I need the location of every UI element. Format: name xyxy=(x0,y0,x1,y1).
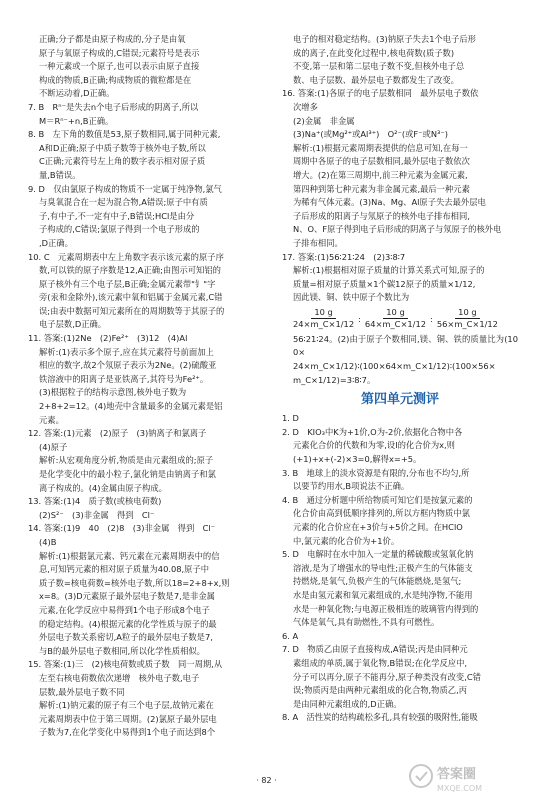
text-line: 解析:从宏观角度分析,物质是由元素组成的;原子 xyxy=(39,455,214,466)
text-line: (4)原子 xyxy=(39,441,68,452)
text-line: 子后形成的阳离子与氖原子的核外电子排布相同, xyxy=(293,210,470,221)
text-line: 原子与氧原子构成的,C错误;元素符号是表示 xyxy=(39,47,200,58)
text-line: 质量=相对原子质量×1个碳12原子的质量×1/12, xyxy=(293,278,476,289)
fraction-b xyxy=(365,307,426,330)
text-line: (3)Na⁺(或Mg²⁺或Al³⁺) O²⁻(或F⁻或N³⁻) xyxy=(293,129,448,140)
text-line: 不变,第一层和第二层电子数不变,但核外电子总 xyxy=(293,61,465,72)
text-line: 子,有中子,不一定有中子,B错误;HCl是由分 xyxy=(39,210,195,221)
text-line: 层数,最外层电子数不同 xyxy=(39,686,125,697)
text-line: 是由同种元素组成的,D正确。 xyxy=(293,698,402,709)
text-line: 铁溶液中的阳离子是亚铁离子,其符号为Fe²⁺。 xyxy=(39,373,209,384)
text-line: 10. C 元素周期表中左上角数字表示该元素的原子序 xyxy=(28,251,224,262)
right-column-mid xyxy=(282,333,518,387)
text-line: 16. 答案:(1)各原子的电子层数相同 最外层电子数依 xyxy=(282,88,479,99)
text-line: 化合价由高到低顺序排列的,所以方框内物质中氯 xyxy=(293,508,470,519)
text-line: 与臭氧混合在一起为混合物,A错误;原子中有质 xyxy=(39,197,208,208)
text-line: A和D正确;原子中质子数等于核外电子数,所以 xyxy=(39,142,206,153)
text-line: 以要节约用水,B项说法不正确。 xyxy=(293,481,410,492)
text-line: 气体是氧气,具有助燃性,不具有可燃性。 xyxy=(293,617,440,628)
right-column-top xyxy=(282,33,518,305)
text-line: 1. D xyxy=(282,413,299,424)
text-line: 误;由表中数据可知元素所在的周期数等于其原子的 xyxy=(39,305,225,316)
text-line: 解析:(1)钠元素的原子有三个电子层,故钠元素在 xyxy=(39,700,214,711)
text-line: 8. A 活性炭的结构疏松多孔,具有较强的吸附性,能吸 xyxy=(282,712,478,723)
text-line: 量,B错误。 xyxy=(39,169,81,180)
text-line: 56∶21∶24。(2)由于原子个数相同,镁、铜、铁的质量比为(100× xyxy=(293,333,518,358)
left-column xyxy=(28,33,264,740)
text-line: 元素的化合价应在+3价与+5价之间。在HClO xyxy=(293,522,463,532)
fraction-c xyxy=(437,307,498,330)
text-line: 6. A xyxy=(282,630,299,641)
text-line: 原子核外有三个电子层,B正确;金属元素带"钅"字 xyxy=(39,278,216,289)
text-line: 元素周期表中位于第三周期。(2)氯原子最外层电 xyxy=(39,713,217,724)
text-line: 9. D 仅由氯原子构成的物质不一定属于纯净物,氯气 xyxy=(28,183,222,194)
text-line: 不断运动着,D正确。 xyxy=(39,88,115,99)
text-line: 因此镁、铜、铁中原子个数比为 xyxy=(293,292,410,303)
text-line: 元素化合价的代数和为零,设I的化合价为x,则 xyxy=(293,440,455,451)
text-line: C正确;元素符号左上角的数字表示相对原子质 xyxy=(39,156,206,167)
text-line: 素组成的单质,属于氧化物,B错误;在化学反应中, xyxy=(293,657,468,668)
fraction-c-numerator: 10 g xyxy=(455,307,479,319)
text-line: 的稳定结构。(4)根据元素的化学性质与原子的最 xyxy=(39,618,217,629)
text-line: 12. 答案:(1)元素 (2)原子 (3)钠离子和氯离子 xyxy=(28,428,207,439)
text-line: 正确;分子都是由原子构成的,分子是由氧 xyxy=(39,34,186,44)
watermark-text: 答案圈 xyxy=(437,767,477,782)
text-line: 中,氯元素的化合价为+1价。 xyxy=(293,535,400,546)
text-line: 左至右核电荷数依次递增 核外电子数,电子 xyxy=(39,672,200,683)
text-line: (4)B xyxy=(39,536,57,547)
text-line: 15. 答案:(1)三 (2)核电荷数或质子数 同一周期,从 xyxy=(28,659,223,670)
text-line: 子构成的,C错误;氯原子得到一个电子形成的 xyxy=(39,224,200,235)
text-line: 旁(汞和金除外),该元素中氧和铝属于金属元素,C错 xyxy=(39,292,223,303)
text-line: 解析:(1)根据元素周期表提供的信息可知,在每一 xyxy=(293,142,468,153)
text-line: 水是由氢元素和氧元素组成的,水是纯净物,不能用 xyxy=(293,589,473,600)
text-line: 数、电子层数、最外层电子数都发生了改变。 xyxy=(293,74,459,85)
text-line: ,D正确。 xyxy=(39,237,73,248)
text-line: 14. 答案:(1)9 40 (2)8 (3)非金属 得到 Cl⁻ xyxy=(28,523,216,534)
text-line: 相应的数字,故2个氖原子表示为2Ne。(2)硫酸亚 xyxy=(39,360,217,371)
text-line: 外层电子数关系密切,A粒子的最外层电子数是7, xyxy=(39,632,213,643)
text-line: 电子的相对稳定结构。(3)钠原子失去1个电子后形 xyxy=(293,34,476,44)
text-line: 水是一种氧化物;与电源正极相连的玻璃管内得到的 xyxy=(293,603,479,614)
text-line: 元素,在化学反应中易得到1个电子形成8个电子 xyxy=(39,604,210,615)
fraction-separator: : xyxy=(430,313,433,324)
text-line: 第四种到第七种元素为非金属元素,最后一种元素 xyxy=(293,183,470,194)
text-line: 7. B Rⁿ⁻是失去n个电子后形成的阴离子,所以 xyxy=(28,101,199,112)
text-line: 2+8+2=12。(4)地壳中含量最多的金属元素是铝 xyxy=(39,401,223,412)
text-line: 元素。 xyxy=(39,414,64,425)
text-line: 离子构成的。(4)金属由原子构成。 xyxy=(39,482,167,493)
text-line: M＝Rⁿ⁻+n,B正确。 xyxy=(39,115,114,126)
text-line: 解析:(1)根据相对原子质量的计算关系式可知,原子的 xyxy=(293,265,485,276)
text-line: 次增多 xyxy=(293,101,318,112)
fraction-a-numerator: 10 g xyxy=(311,307,335,319)
text-line: 子数为7,在化学变化中易得到1个电子而达到8个 xyxy=(39,727,216,738)
text-line: 质子数=核电荷数=核外电子数,所以18=2+8+x,则 xyxy=(39,577,230,588)
fraction-b-denominator: 64×m_C×1/12 xyxy=(364,319,427,330)
text-line: 增大。(2)在第三周期中,前三种元素为金属元素, xyxy=(293,169,468,180)
text-line: 解析:(1)根据氯元素、钙元素在元素周期表中的信 xyxy=(39,550,220,561)
fraction-expression xyxy=(282,305,518,333)
text-line: 周期中各原子的电子层数相同,最外层电子数依次 xyxy=(293,156,470,167)
text-line: 4. B 通过分析题中所给物质可知它们是按氯元素的 xyxy=(282,494,473,505)
watermark-logo xyxy=(407,756,527,796)
text-line: 7. D 物质乙由原子直接构成,A错误;丙是由同种元 xyxy=(282,644,468,655)
text-line: 24×m_C×1/12)∶(100×64×m_C×1/12)∶(100×56× xyxy=(293,361,496,372)
text-line: (+1)+x+(-2)×3=0,解得x=+5。 xyxy=(293,454,422,465)
text-line: 11. 答案:(1)2Ne (2)Fe²⁺ (3)12 (4)Al xyxy=(28,333,188,344)
fraction-a-denominator: 24×m_C×1/12 xyxy=(293,319,355,330)
fraction-a xyxy=(293,307,354,330)
text-line: 一种元素或一个原子,也可以表示由原子直接 xyxy=(39,61,200,72)
watermark-url: MXQE.COM xyxy=(437,784,483,793)
text-line: 17. 答案:(1)56∶21∶24 (2)3∶8∶7 xyxy=(282,251,406,262)
text-line: 8. B 左下角的数值是53,原子数相同,属于同种元素, xyxy=(28,129,221,140)
text-line: 分子可以再分,原子不能再分,原子种类没有改变,C错 xyxy=(293,671,481,682)
right-column xyxy=(282,33,518,725)
text-line: (3)根据粒子的结构示意图,核外电子数为 xyxy=(39,387,187,398)
text-line: 子排布相同。 xyxy=(293,237,343,248)
text-line: x=8。(3)D元素原子最外层电子数是7,是非金属 xyxy=(39,591,215,602)
text-line: 是化学变化中的最小粒子,氯化钠是由钠离子和氯 xyxy=(39,469,216,479)
text-line: 数,可以铁的原子序数是12,A正确;由图示可知铝的 xyxy=(39,265,221,276)
text-line: 息,可知钙元素的相对原子质量为40.08,原子中 xyxy=(39,564,210,575)
fraction-c-denominator: 56×m_C×1/12 xyxy=(436,319,498,330)
text-line: 2. D KIO₃中K为+1价,O为-2价,依据化合物中各 xyxy=(282,426,463,437)
page-number: · 82 · xyxy=(256,776,277,785)
text-line: 成的离子,在此变化过程中,核电荷数(质子数) xyxy=(293,47,455,58)
text-line: 溶液,是为了增强水的导电性;正极产生的气体能支 xyxy=(293,562,473,573)
text-line: (2)金属 非金属 xyxy=(293,115,355,126)
text-line: 13. 答案:(1)4 质子数(或核电荷数) xyxy=(28,496,162,507)
text-line: 与B的最外层电子数相同,所以化学性质相似。 xyxy=(39,645,205,656)
right-column-bottom xyxy=(282,412,518,725)
text-line: 构成的物质,B正确;构成物质的微粒都是在 xyxy=(39,74,192,85)
text-line: 3. B 地球上的淡水资源是有限的,分布也不均匀,所 xyxy=(282,467,470,478)
text-line: N、O、F原子得到电子后形成的阴离子与氖原子的核外电 xyxy=(293,224,502,235)
text-line: 解析:(1)表示多个原子,应在其元素符号前面加上 xyxy=(39,346,214,357)
fraction-separator: : xyxy=(358,313,361,324)
text-line: m_C×1/12)=3∶8∶7。 xyxy=(293,374,376,385)
section-title: 第四单元测评 xyxy=(360,392,439,408)
text-line: 误;物质丙是由两种元素组成的化合物,物质乙,丙 xyxy=(293,685,468,696)
text-line: (2)S²⁻ (3)非金属 得到 Cl⁻ xyxy=(39,509,155,520)
text-line: 持燃烧,是氧气,负极产生的气体能燃烧,是氢气; xyxy=(293,576,462,587)
fraction-b-numerator: 10 g xyxy=(383,307,407,319)
text-line: 5. D 电解时在水中加入一定量的稀硫酸或氢氧化钠 xyxy=(282,549,474,560)
text-line: 电子层数,D正确。 xyxy=(39,319,107,330)
text-line: 为稀有气体元素。(3)Na、Mg、Al原子失去最外层电 xyxy=(293,197,486,208)
